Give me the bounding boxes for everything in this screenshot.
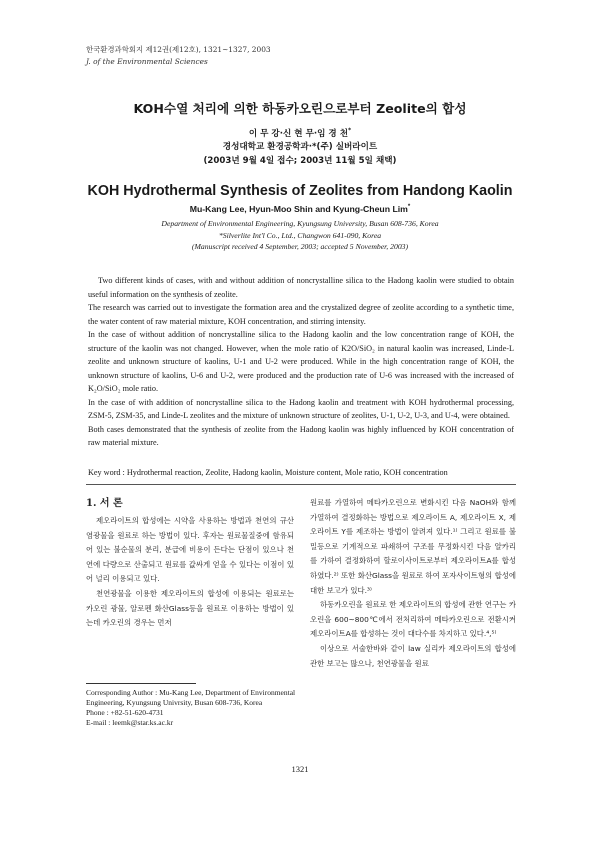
authors-korean: 이 무 강·신 현 무·임 경 천* (248, 127, 352, 139)
page-number: 1321 (291, 764, 309, 774)
dates-korean: (2003년 9월 4일 접수; 2003년 11월 5일 채택) (203, 156, 397, 167)
title-korean: KOH수열 처리에 의한 하동카오린으로부터 Zeolite의 합성 (133, 101, 467, 116)
email: E-mail : leemk@star.ks.ac.kr (86, 718, 174, 727)
divider (86, 484, 516, 485)
left-column (86, 496, 294, 631)
keywords: Key word : Hydrothermal reaction, Zeolite, Hadong kaolin, Moisture content, Mole ratio, KOH concentration (88, 468, 448, 477)
phone: Phone : +82-51-620-4731 (86, 708, 164, 717)
section-heading: 1. 서 론 (86, 498, 123, 509)
body-paragraph: 천연광물을 이용한 제오라이트의 합성에 이용되는 원료로는 카오린 광물, 알로펜 화산Glass등을 원료로 이용하는 방법이 있는데 카오린의 경우는 먼저 (86, 588, 294, 628)
abstract-paragraph: Two different kinds of cases, with and without addition of noncrystalline silica to the Hadong kaolin were studied to obtain useful information on the synthesis of zeolite. (88, 276, 514, 299)
body-paragraph: 이상으로 서술한바와 같이 law 실리카 제오라이트의 합성에 관한 보고는 많으나, 천연광물을 원료 (310, 643, 516, 668)
korean-author-block (0, 124, 600, 169)
abstract-paragraph: In the case of with addition of noncrystalline silica to the Hadong kaolin and treatment with KOH hydrothermal processing, ZSM-5, ZSM-35, and Linde-L zeolites and the mixture of unknown structure of zeolites, U-1, U-2, U-3, and U-4, were obtained. (88, 397, 514, 420)
footnote (86, 688, 296, 728)
journal-english: J. of the Environmental Sciences (86, 57, 208, 66)
journal-korean: 한국환경과학회지 제12권(제12호), 1321~1327, 2003 (86, 45, 271, 54)
body-paragraph: 원료를 가열하여 메타카오린으로 변화시킨 다음 NaOH와 함께 가열하여 결정화하는 방법으로 제오라이트 A, 제오라이트 X, 제오라이트 Y를 제조하는 방법이 알려져 있다.¹⁾ 그리고 원료를 불밀등으로 기계적으로 파쇄하여 구조를 무정화시킨 다음 알카리를 가하여 결정화하여 할로이사이트로부터 제오라이트A를 합성하였다.²⁾ 또한 화산Glass을 원료로 하여 포자사이트형의 합성에 대한 보고가 있다.³⁾ (310, 498, 516, 595)
abstract-paragraph: In the case of without addition of noncrystalline silica to the Hadong kaolin and the low concentration range of KOH, the structure of the kaolin was not changed. However, when the mole ratio of K2O/SiO₂ in natural kaolin was increased, Linde-L zeolite and unknown structure of kaolins, U-1 and U-2 were produced. While in the high concentration range of KOH, the unknown structure of kaolins, U-6 and U-2, were produced and the production rate of U-6 was increased with the increased of K₂O/SiO₂ mole ratio. (88, 330, 514, 393)
abstract (88, 274, 514, 450)
right-column (310, 496, 516, 671)
authors-english: Mu-Kang Lee, Hyun-Moo Shin and Kyung-Cheun Lim* (189, 204, 411, 214)
body-paragraph: 하동카오린을 원료로 한 제오라이트의 합성에 관한 연구는 카오린을 600~800℃에서 전처리하여 메타카오린으로 전환시켜 제오라이트A를 합성하는 것이 대다수를 차지하고 있다.⁴,⁵⁾ (310, 600, 516, 639)
abstract-paragraph: Both cases demonstrated that the synthesis of zeolite from the Hadong kaolin was highly influenced by KOH concentration of raw material mixture. (88, 424, 514, 447)
title-english: KOH Hydrothermal Synthesis of Zeolites from Handong Kaolin (87, 183, 513, 199)
affiliation-korean: 경성대학교 환경공학과·*(주) 실버라이트 (222, 142, 378, 153)
manuscript-dates: (Manuscript received 4 September, 2003; accepted 5 November, 2003) (191, 242, 409, 252)
body-paragraph: 제오라이트의 합성에는 시약을 사용하는 방법과 천연의 규산염광물을 원료로 하는 방법이 있다. 후자는 원료물질중에 함유되어 있는 불순물의 분리, 분급에 비용이 든다는 단점이 있으나 천연에 다량으로 산출되고 원료를 값싸게 얻을 수 있다는 이점이 있어 널리 이용되고 있다. (86, 516, 294, 584)
affiliation-english: Department of Environmental Engineering, Kyungsung University, Busan 608-736, Korea *Silverlite Int'l Co., Ltd., Changwon 641-090, Korea (Manuscript received 4 September, 2003; accepted 5 November, 2003) (0, 218, 600, 253)
running-header (86, 44, 271, 68)
footnote-rule (86, 683, 196, 684)
corresponding-author: Corresponding Author : Mu-Kang Lee, Department of Environmental Engineering, Kyungsung Univrsity, Busan 608-736, Korea (86, 688, 296, 707)
abstract-paragraph: The research was carried out to investigate the formation area and the crystalized degree of zeolite according to a synthetic time, the water content of raw material mixture, KOH concentration, and stirring intensity. (88, 303, 514, 326)
